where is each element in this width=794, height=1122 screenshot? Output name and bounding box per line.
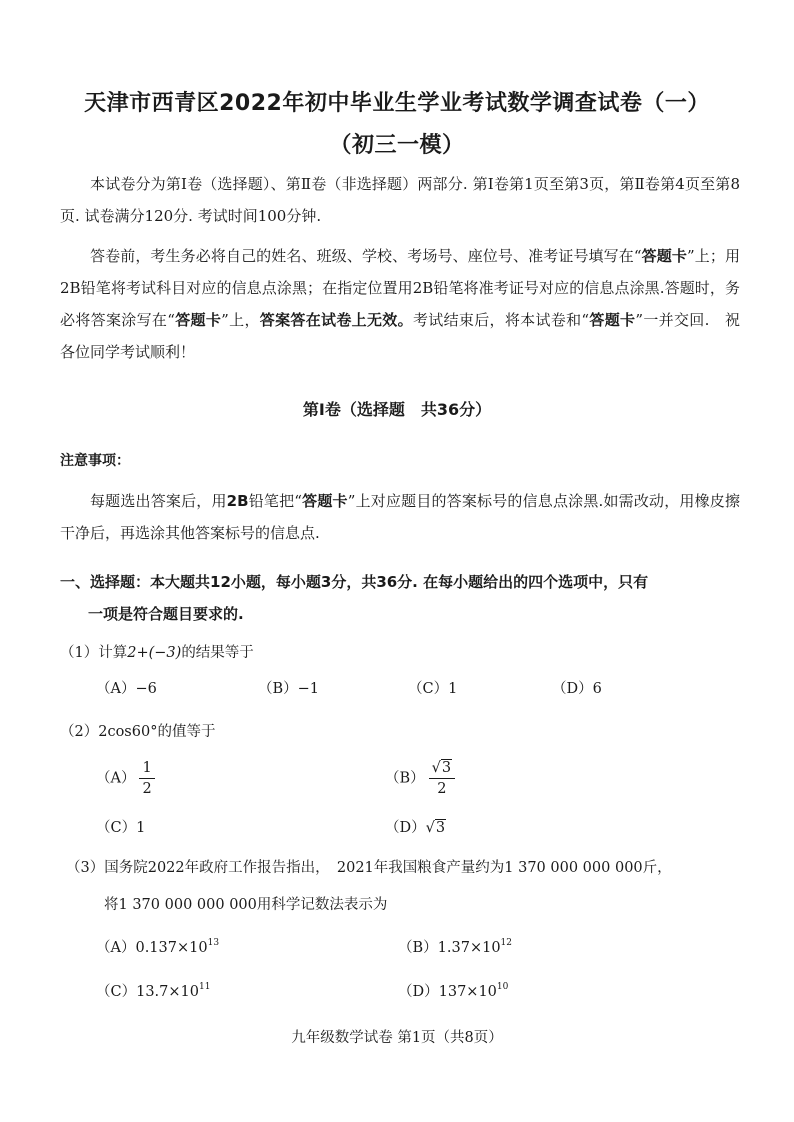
radicand: 3 (435, 820, 446, 836)
invalid-answer-warning: 答案答在试卷上无效。 (259, 311, 413, 329)
answer-card-term: 答题卡 (174, 311, 222, 329)
exponent: 12 (500, 938, 512, 948)
fraction-numerator (429, 758, 455, 779)
q1-stem-text: 的结果等于 (181, 645, 254, 661)
notice-text: 每题选出答案后，用 (90, 492, 227, 510)
q1-option-a: （A）−6 (96, 681, 157, 697)
notice-paragraph (60, 485, 740, 549)
intro-text: 考试结束后，将本试卷和“ (412, 311, 590, 329)
pencil-term: 2B (226, 492, 249, 510)
q3-option-a-base: （A）0.137×10 (96, 940, 208, 956)
intro-text: 答卷前，考生务必将自己的姓名、班级、学校、考场号、座位号、准考证号填写在“ (90, 247, 642, 265)
q1-option-b: （B）−1 (258, 681, 320, 697)
intro-paragraph-1: 本试卷分为第Ⅰ卷（选择题）、第Ⅱ卷（非选择题）两部分. 第Ⅰ卷第1页至第3页，第Ⅱ卷第4页至第8页. 试卷满分120分. 考试时间100分钟. (60, 175, 740, 225)
page-footer: 九年级数学试卷 第1页（共8页） (291, 1030, 503, 1046)
fraction-denominator: 2 (142, 781, 152, 797)
notice-title: 注意事项： (60, 453, 130, 469)
notice-text: 铅笔把“ (248, 492, 302, 510)
question-1-stem (60, 641, 254, 662)
q2-option-b-label: （B） (385, 770, 425, 787)
q1-stem-text: （1）计算 (60, 645, 128, 661)
fraction-sqrt3-over-2 (429, 758, 455, 799)
exponent: 11 (198, 982, 211, 992)
answer-card-term: 答题卡 (301, 492, 348, 510)
intro-paragraph-2 (60, 240, 740, 368)
question-3-stem-line-1: （3）国务院2022年政府工作报告指出， 2021年我国粮食产量约为1 370 000 000 000斤， (66, 860, 672, 876)
sqrt-icon: √3 (425, 820, 446, 836)
q2-option-d-label: （D） (385, 820, 426, 836)
fraction-denominator: 2 (437, 781, 447, 797)
q3-option-a (96, 936, 219, 957)
q1-option-c: （C）1 (408, 681, 458, 697)
q1-option-d: （D）6 (552, 681, 602, 697)
exam-title: 天津市西青区2022年初中毕业生学业考试数学调查试卷（一） (84, 91, 710, 116)
radicand: 3 (441, 760, 452, 776)
q2-option-a-label: （A） (96, 770, 136, 787)
q3-option-c-base: （C）13.7×10 (96, 984, 199, 1000)
q2-option-b (385, 758, 455, 799)
q2-option-d (385, 816, 446, 837)
q2-option-c: （C）1 (96, 820, 146, 836)
q2-option-a (96, 758, 155, 799)
q3-option-c (96, 980, 210, 1001)
q3-option-d-base: （D）137×10 (398, 984, 497, 1000)
answer-card-term: 答题卡 (589, 311, 636, 329)
intro-text: ”上， (221, 311, 260, 329)
q3-option-b (398, 936, 512, 957)
fraction-one-half (139, 758, 154, 799)
section-title: 第Ⅰ卷（选择题 共36分） (302, 400, 492, 419)
q3-option-b-base: （B）1.37×10 (398, 940, 501, 956)
q1-expression: 2+(−3) (127, 645, 182, 661)
part1-instructions (60, 566, 740, 630)
question-2-stem: （2）2cos60°的值等于 (60, 724, 216, 740)
exponent: 10 (496, 982, 509, 992)
exam-subtitle: （初三一模） (329, 133, 465, 158)
answer-card-term: 答题卡 (641, 247, 687, 265)
question-3-stem-line-2: 将1 370 000 000 000用科学记数法表示为 (104, 897, 388, 913)
sqrt-icon: √3 (431, 760, 452, 776)
exponent: 13 (207, 938, 220, 948)
part1-line-1: 一、选择题：本大题共12小题，每小题3分，共36分. 在每小题给出的四个选项中，只有 (60, 573, 649, 591)
fraction-numerator: 1 (139, 758, 154, 779)
notice-text: ”上对应题目的答案标号的信息点涂黑.如需改动，用橡皮擦干净后，再选涂其他答案标号的信息点. (60, 492, 740, 542)
intro-text: ”上；用2B铅笔将考试科目对应的信息点涂黑；在指定位置用2B铅笔将准考证号对应的信息点涂黑.答题时，务必将答案涂写在“ (60, 247, 740, 329)
q3-option-d (398, 980, 508, 1001)
part1-line-2: 一项是符合题目要求的. (88, 605, 244, 623)
intro-text: ”一并交回. 祝各位同学考试顺利！ (60, 311, 740, 361)
